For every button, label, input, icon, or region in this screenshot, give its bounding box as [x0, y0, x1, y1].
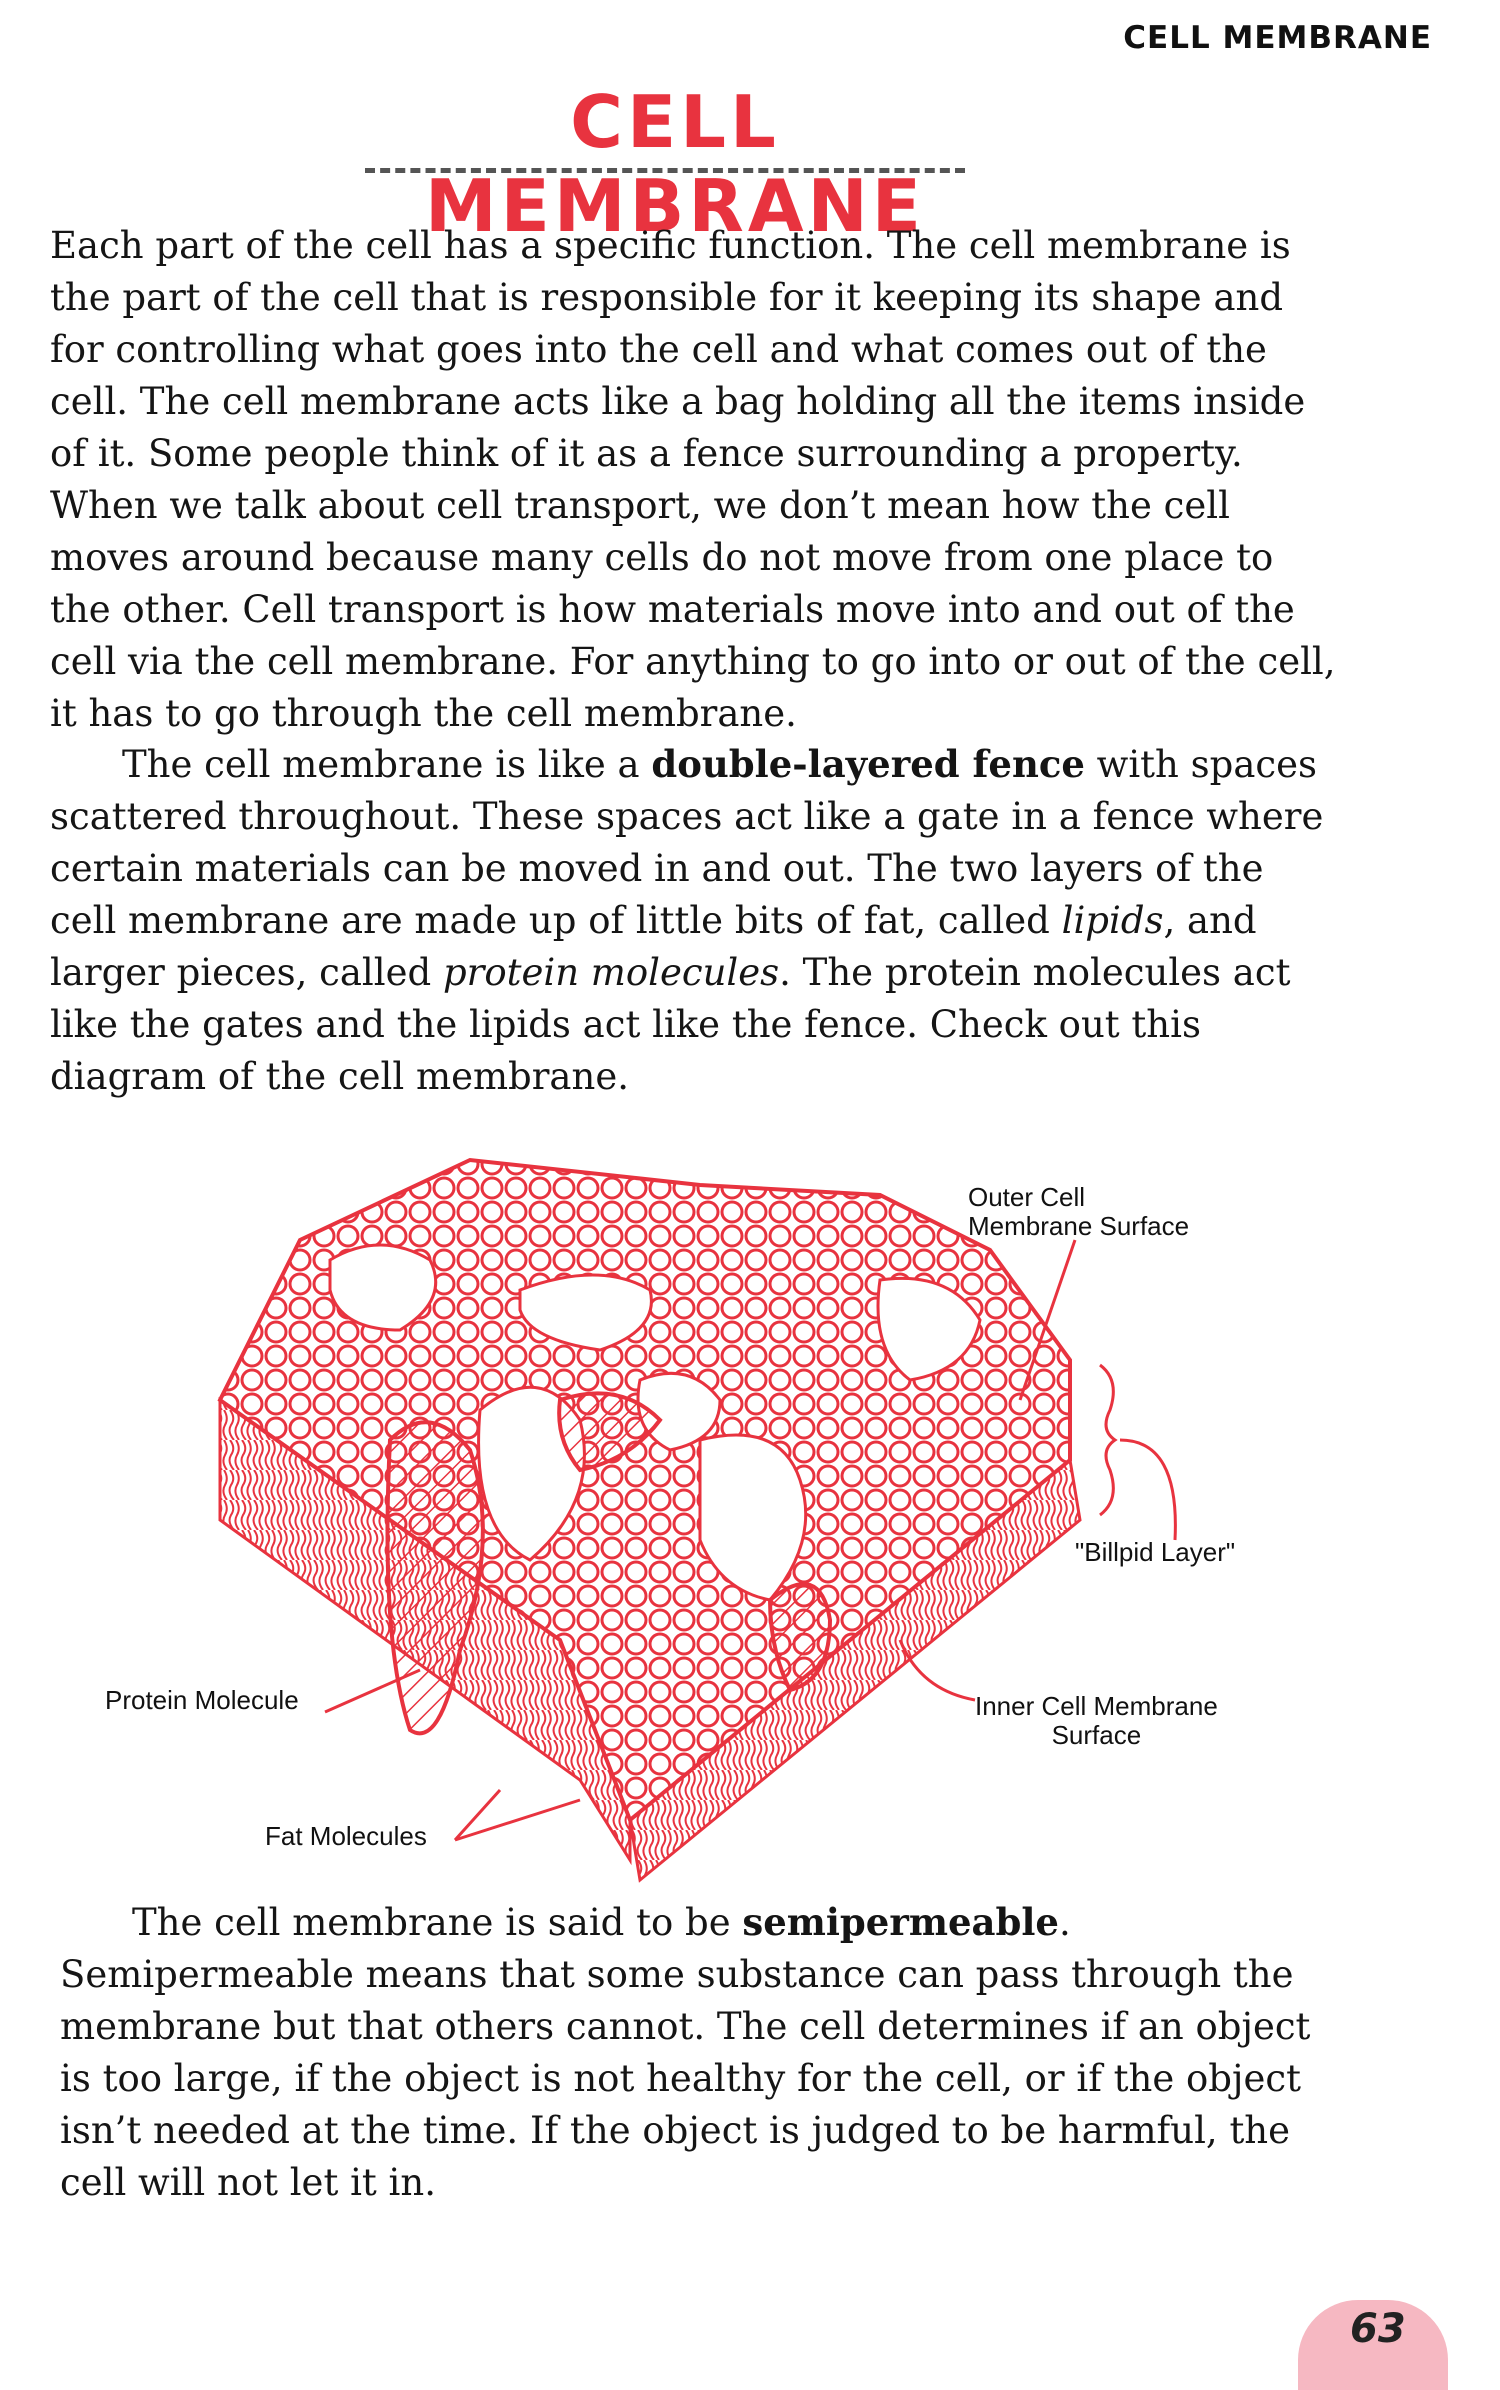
- label-outer-line1: Outer Cell: [968, 1182, 1086, 1212]
- label-outer-cell-membrane: [968, 1183, 1189, 1241]
- paragraph-2-text-b: with spaces scattered throughout. These spaces act like a gate in a fence where certain materials can be moved in and out. The two layers of the cell membrane are made up of little bits of fat, called: [50, 743, 1324, 942]
- page-title: CELL MEMBRANE: [425, 80, 925, 248]
- bilipid-bracket: [1100, 1365, 1115, 1515]
- term-protein-molecules: protein molecules: [442, 951, 780, 994]
- term-semipermeable: semipermeable: [742, 1900, 1059, 1944]
- label-protein-molecule: Protein Molecule: [105, 1685, 299, 1715]
- paragraph-3-text-b: . Semipermeable means that some substance can pass through the membrane but that others cannot. The cell determines if an object is too large, if the object is not healthy for the cell, or if the object isn’t needed at the time. If the object is judged to be harmful, the cell will not let it in.: [60, 1901, 1311, 2204]
- paragraph-2-text-a: The cell membrane is like a: [122, 743, 652, 786]
- leader-bilipid: [1120, 1440, 1175, 1540]
- paragraph-3: [60, 1896, 1350, 2209]
- page-number: 63: [1350, 2306, 1406, 2352]
- term-lipids: lipids: [1061, 899, 1164, 942]
- paragraph-2-text-d: . The protein molecules act like the gates and the lipids act like the fence. Check out this diagram of the cell membrane.: [50, 951, 1291, 1098]
- label-inner-cell-membrane: [975, 1692, 1218, 1750]
- label-outer-line2: Membrane Surface: [968, 1211, 1190, 1241]
- label-fat-molecules: Fat Molecules: [265, 1821, 427, 1851]
- running-head: CELL MEMBRANE: [1123, 20, 1432, 56]
- term-double-layered-fence: double-layered fence: [651, 742, 1085, 786]
- paragraph-3-text-a: The cell membrane is said to be: [132, 1901, 743, 1944]
- paragraph-1-text: Each part of the cell has a specific function. The cell membrane is the part of the cell that is responsible for it keeping its shape and for controlling what goes into the cell and what comes out of the cell. The cell membrane acts like a bag holding all the items inside of it. Some people think of it as a fence surrounding a property. When we talk about cell transport, we don’t mean how the cell moves around because many cells do not move from one place to the other. Cell transport is how materials move into and out of the cell via the cell membrane. For anything to go into or out of the cell, it has to go through the cell membrane.: [50, 224, 1336, 735]
- paragraph-2-text-c: , and larger pieces, called: [50, 899, 1257, 994]
- label-inner-line1: Inner Cell Membrane: [975, 1691, 1218, 1721]
- label-bilipid-layer: "Billpid Layer": [1075, 1537, 1236, 1567]
- label-inner-line2: Surface: [1051, 1720, 1142, 1750]
